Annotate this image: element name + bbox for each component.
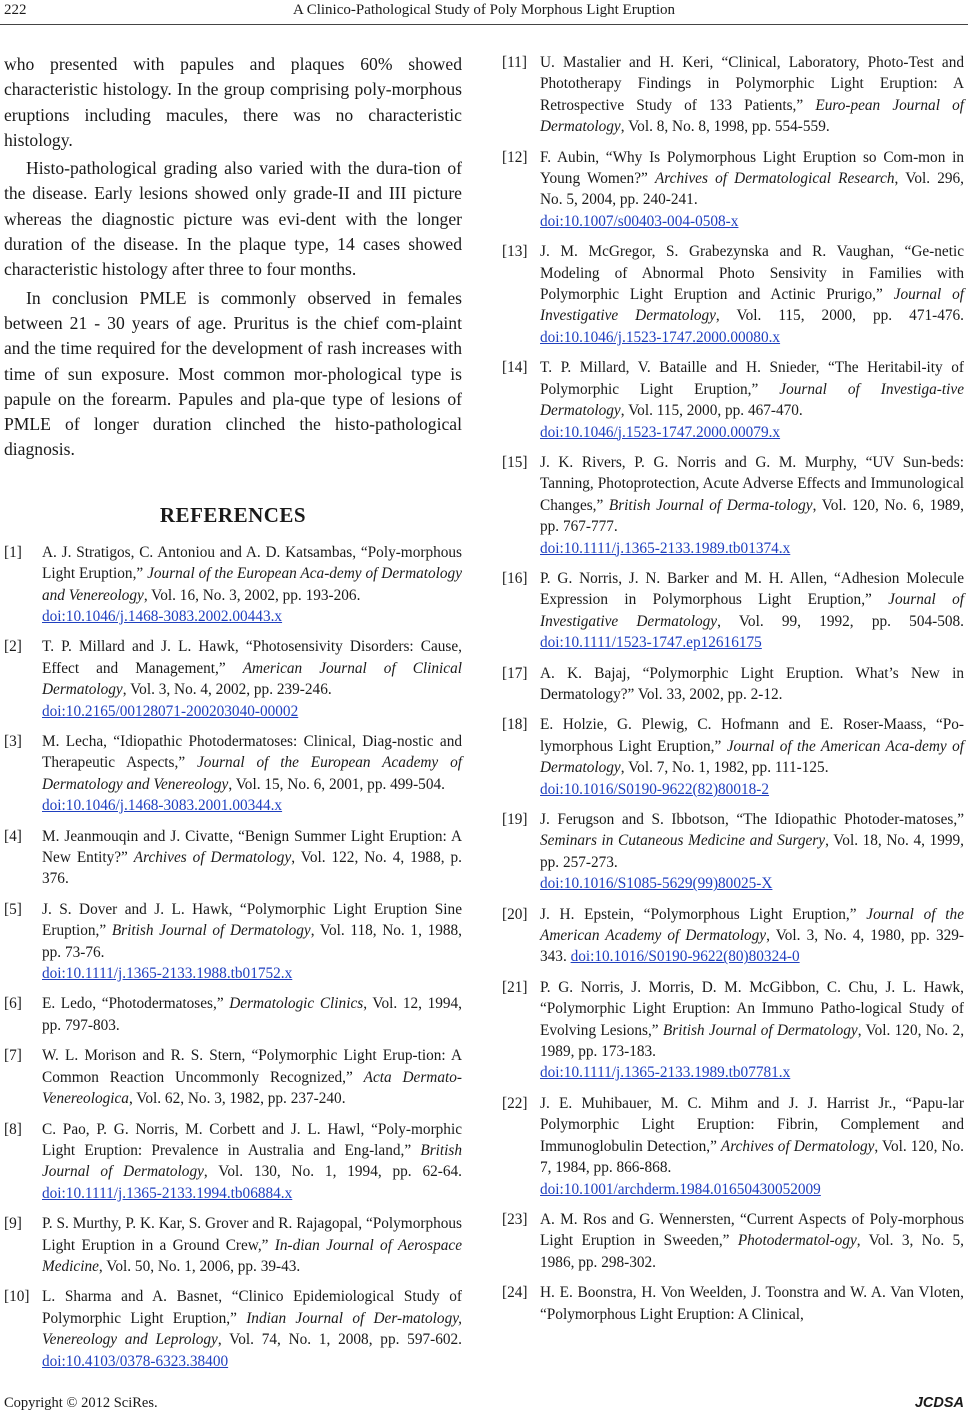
reference-entry: [4, 542, 462, 628]
reference-citation: A. J. Stratigos, C. Antoniou and A. D. Katsambas, “Poly-morphous Light Eruption,”: [42, 543, 462, 583]
doi-link[interactable]: doi:10.1046/j.1523-1747.2000.00080.x: [540, 328, 781, 346]
reference-journal: British Journal of Dermatology: [111, 922, 311, 940]
reference-citation: P. G. Norris, J. N. Barker and M. H. Allen, “Adhesion Molecule Expression in Polymorphous Light Eruption,”: [540, 569, 964, 609]
reference-text: [540, 147, 964, 233]
reference-text: [540, 52, 964, 138]
reference-text: [540, 809, 964, 895]
reference-entry: [502, 809, 964, 895]
reference-entry: [502, 1209, 964, 1273]
reference-details: , Vol. 296, No. 5, 2004, pp. 240-241.: [540, 170, 964, 209]
reference-text: [540, 663, 964, 706]
reference-journal: Photodermatol-ogy: [737, 1232, 857, 1250]
reference-details: , Vol. 99, 1992, pp. 504-508.: [717, 612, 964, 630]
reference-number: [12]: [502, 148, 528, 166]
reference-citation: M. Lecha, “Idiopathic Photodermatoses: Clinical, Diag-nostic and Therapeutic Aspects,”: [42, 733, 462, 772]
reference-entry: [502, 241, 964, 348]
reference-number: [15]: [502, 453, 528, 471]
doi-link[interactable]: doi:10.1046/j.1468-3083.2002.00443.x: [42, 607, 283, 625]
reference-details: , Vol. 8, No. 8, 1998, pp. 554-559.: [620, 118, 830, 136]
reference-text: [540, 1093, 964, 1200]
reference-journal: In-dian Journal of Aerospace Medicine: [42, 1236, 462, 1275]
reference-text: [540, 714, 964, 800]
reference-text: [540, 452, 964, 559]
reference-citation: F. Aubin, “Why Is Polymorphous Light Eruption so Com-mon in Young Women?”: [540, 148, 964, 188]
reference-details: , Vol. 18, No. 4, 1999, pp. 257-273.: [540, 832, 964, 871]
reference-entry: [502, 357, 964, 443]
reference-number: [6]: [4, 995, 22, 1013]
reference-details: , Vol. 3, No. 5, 1986, pp. 298-302.: [540, 1232, 964, 1271]
reference-details: , Vol. 62, No. 3, 1982, pp. 237-240.: [128, 1090, 346, 1108]
reference-number: [22]: [502, 1094, 528, 1112]
reference-citation: E. Ledo, “Photodermatoses,”: [42, 995, 230, 1013]
reference-number: [20]: [502, 905, 528, 923]
reference-details: , Vol. 3, No. 4, 1980, pp. 329-343.: [540, 927, 964, 966]
reference-number: [14]: [502, 359, 528, 377]
reference-entry: [4, 1119, 462, 1205]
reference-text: [540, 568, 964, 654]
reference-text: [42, 636, 462, 722]
body-paragraph: who presented with papules and plaques 60% showed characteristic histology. In the group comprising poly-morphous eruptions including macules, there was no characteristic histology.: [4, 54, 462, 150]
reference-citation: J. K. Rivers, P. G. Norris and G. M. Murphy, “UV Sun-beds: Tanning, Photoprotection, Acute Adverse Effects and Immunological Changes,”: [540, 453, 964, 514]
reference-citation: P. G. Norris, J. Morris, D. M. McGibbon, C. Chu, J. L. Hawk, “Polymorphic Light Eruption: An Immuno Patho-logical Study of Evolving Lesions,”: [540, 978, 964, 1039]
reference-text: [42, 993, 462, 1036]
reference-details: , Vol. 118, No. 1, 1988, pp. 73-76.: [42, 922, 462, 961]
reference-citation: W. L. Morison and R. S. Stern, “Polymorphic Light Erup-tion: A Common Reaction Uncommonly Recognized,”: [42, 1047, 462, 1086]
doi-link[interactable]: doi:10.2165/00128071-200203040-00002: [42, 702, 299, 720]
reference-journal: Dermatologic Clinics: [229, 995, 364, 1013]
reference-journal: Archives of Dermatological Research: [654, 170, 895, 188]
reference-number: [1]: [4, 543, 22, 561]
reference-citation: A. M. Ros and G. Wennersten, “Current Aspects of Poly-morphous Light Eruption in Sweeden,”: [540, 1210, 964, 1250]
reference-entry: [502, 1093, 964, 1200]
doi-link[interactable]: doi:10.1007/s00403-004-0508-x: [540, 212, 739, 230]
reference-citation: J. M. McGregor, S. Grabezynska and R. Vaughan, “Ge-netic Modeling of Abnormal Photo Sensivity in Families with Polymorphic Light Eruption and Actinic Prurigo,”: [540, 243, 964, 304]
reference-citation: J. Ferugson and S. Ibbotson, “The Idiopathic Photoder-matoses,”: [540, 811, 964, 828]
reference-details: , Vol. 16, No. 3, 2002, pp. 193-206.: [143, 586, 361, 604]
reference-details: , Vol. 3, No. 4, 2002, pp. 239-246.: [122, 681, 332, 699]
doi-link[interactable]: doi:10.1016/S1085-5629(99)80025-X: [540, 875, 773, 893]
reference-journal: British Journal of Derma-tology: [608, 496, 813, 514]
reference-details: , Vol. 120, No. 7, 1984, pp. 866-868.: [540, 1137, 965, 1177]
page-footer: [0, 1385, 968, 1411]
references-heading: REFERENCES: [159, 502, 307, 527]
reference-number: [3]: [4, 733, 22, 750]
reference-journal: Journal of the European Aca-demy of Dermatology and Venereology: [42, 565, 462, 604]
reference-entry: [502, 568, 964, 654]
reference-text: [540, 357, 964, 443]
doi-link[interactable]: doi:10.1111/j.1365-2133.1989.tb01374.x: [540, 539, 791, 557]
reference-text: [42, 1286, 462, 1372]
header-rule: [0, 24, 968, 25]
reference-journal: Acta Dermato-Venereologica: [42, 1068, 462, 1108]
reference-number: [9]: [4, 1215, 22, 1233]
reference-number: [19]: [502, 811, 528, 828]
reference-citation: H. E. Boonstra, H. Von Weelden, J. Toonstra and W. A. Van Vloten, “Polymorphous Light Eruption: A Clinical,: [540, 1284, 964, 1323]
reference-citation: M. Jeanmouqin and J. Civatte, “Benign Summer Light Eruption: A New Entity?”: [42, 827, 462, 867]
copyright-notice: Copyright © 2012 SciRes.: [4, 1395, 158, 1411]
reference-citation: T. P. Millard and J. L. Hawk, “Photosensivity Disorders: Cause, Effect and Management,”: [42, 638, 462, 677]
doi-link[interactable]: doi:10.4103/0378-6323.38400: [42, 1352, 229, 1370]
reference-text: [42, 542, 462, 628]
reference-citation: T. P. Millard, V. Bataille and H. Snieder, “The Heritabil-ity of Polymorphic Light Eruption,”: [540, 359, 964, 398]
reference-details: , Vol. 120, No. 6, 1989, pp. 767-777.: [540, 496, 964, 536]
reference-journal: British Journal of Dermatology: [662, 1021, 858, 1039]
doi-link[interactable]: doi:10.1046/j.1523-1747.2000.00079.x: [540, 423, 781, 441]
reference-details: , Vol. 115, 2000, pp. 467-470.: [620, 402, 803, 420]
reference-journal: British Journal of Dermatology: [42, 1141, 462, 1181]
reference-entry: [4, 826, 462, 890]
reference-number: [17]: [502, 664, 528, 682]
reference-journal: Journal of the American Academy of Dermatology: [540, 905, 964, 945]
reference-number: [21]: [502, 978, 528, 996]
reference-entry: [502, 977, 964, 1084]
reference-number: [18]: [502, 716, 528, 734]
reference-number: [24]: [502, 1284, 528, 1302]
right-column: [502, 52, 964, 1325]
doi-link[interactable]: doi:10.1111/j.1365-2133.1988.tb01752.x: [42, 965, 293, 983]
reference-citation: P. S. Murthy, P. K. Kar, S. Grover and R. Rajagopal, “Polymorphous Light Eruption in a Ground Crew,”: [42, 1215, 462, 1254]
doi-link[interactable]: doi:10.1016/S0190-9622(82)80018-2: [540, 780, 770, 798]
doi-link[interactable]: doi:10.1111/1523-1747.ep12616175: [540, 634, 762, 652]
reference-journal: Journal of the American Aca-demy of Dermatology: [540, 737, 964, 777]
reference-entry: [4, 636, 462, 722]
reference-journal: Indian Journal of Der-matology, Venereology and Leprology: [42, 1309, 462, 1349]
reference-journal: Journal of Investiga-tive Dermatology: [540, 380, 964, 420]
reference-text: [42, 731, 462, 817]
reference-list-left: [4, 542, 462, 1372]
reference-citation: C. Pao, P. G. Norris, M. Corbett and J. L. Hawl, “Poly-morphic Light Eruption: Prevalence in Australia and Eng-land,”: [42, 1120, 462, 1159]
reference-entry: [4, 731, 462, 817]
reference-number: [8]: [4, 1120, 22, 1138]
reference-citation: J. E. Muhibauer, M. C. Mihm and J. J. Harrist Jr., “Papu-lar Polymorphic Light Eruption: Fibrin, Complement and Immunoglobulin Detection,”: [540, 1094, 964, 1155]
reference-number: [11]: [502, 54, 527, 71]
reference-journal: Euro-pean Journal of Dermatology: [540, 96, 964, 136]
reference-citation: J. S. Dover and J. L. Hawk, “Polymorphic Light Eruption Sine Eruption,”: [42, 900, 462, 940]
reference-journal: Archives of Dermatology: [133, 849, 292, 867]
reference-text: [42, 826, 462, 890]
reference-entry: [4, 993, 462, 1036]
reference-entry: [502, 1282, 964, 1325]
reference-journal: Seminars in Cutaneous Medicine and Surgery: [540, 832, 826, 850]
doi-link[interactable]: doi:10.1046/j.1468-3083.2001.00344.x: [42, 797, 283, 815]
reference-entry: [4, 1213, 462, 1277]
reference-details: , Vol. 12, 1994, pp. 797-803.: [42, 995, 462, 1034]
reference-details: , Vol. 120, No. 2, 1989, pp. 173-183.: [540, 1021, 965, 1061]
reference-entry: [502, 714, 964, 800]
reference-journal: Archives of Dermatology: [720, 1137, 875, 1155]
reference-entry: [4, 1286, 462, 1372]
reference-text: [540, 904, 964, 968]
reference-details: , Vol. 122, No. 4, 1988, p. 376.: [42, 849, 462, 888]
reference-entry: [502, 663, 964, 706]
reference-number: [4]: [4, 827, 22, 845]
reference-details: , Vol. 74, No. 1, 2008, pp. 597-602.: [217, 1331, 462, 1349]
left-column: [4, 52, 462, 1372]
reference-number: [23]: [502, 1210, 528, 1228]
reference-number: [2]: [4, 638, 22, 656]
doi-link[interactable]: doi:10.1111/j.1365-2133.1989.tb07781.x: [540, 1064, 791, 1082]
reference-journal: Journal of Investigative Dermatology: [540, 286, 965, 325]
reference-entry: [502, 904, 964, 968]
reference-entry: [502, 452, 964, 559]
doi-link[interactable]: doi:10.1016/S0190-9622(80)80324-0: [570, 948, 800, 966]
reference-details: , Vol. 15, No. 6, 2001, pp. 499-504.: [228, 775, 445, 793]
reference-text: [540, 977, 964, 1084]
reference-number: [10]: [4, 1288, 30, 1306]
reference-number: [13]: [502, 243, 528, 261]
reference-number: [7]: [4, 1047, 22, 1065]
reference-details: , Vol. 115, 2000, pp. 471-476.: [715, 307, 964, 325]
page-header: [0, 0, 968, 28]
reference-citation: A. K. Bajaj, “Polymorphic Light Eruption. What’s New in Dermatology?” Vol. 33, 2002, pp. 2-12.: [540, 664, 964, 703]
doi-link[interactable]: doi:10.1001/archderm.1984.01650430052009: [540, 1180, 821, 1198]
reference-entry: [502, 52, 964, 138]
reference-journal: Journal of Investigative Dermatology: [540, 591, 964, 630]
reference-entry: [4, 1045, 462, 1109]
reference-text: [540, 1209, 964, 1273]
doi-link[interactable]: doi:10.1111/j.1365-2133.1994.tb06884.x: [42, 1184, 293, 1202]
body-paragraph: In conclusion PMLE is commonly observed in females between 21 - 30 years of age. Pruritus is the chief com-plaint and the time required for the development of rash increases with time of sun exposure. Most common mor-phological type is papule on the forearm. Papules and pla-que type of lesions of PMLE of longer duration clinched the histo-pathological diagnosis.: [4, 287, 462, 460]
reference-text: [540, 1282, 964, 1325]
reference-number: [16]: [502, 569, 528, 587]
reference-list-right: [502, 52, 964, 1325]
reference-citation: E. Holzie, G. Plewig, C. Hofmann and E. Roser-Maass, “Po-lymorphous Light Eruption,”: [540, 716, 964, 755]
reference-entry: [502, 147, 964, 233]
reference-journal: Journal of the European Academy of Dermatology and Venereology: [42, 754, 463, 793]
page-number: 222: [4, 2, 27, 18]
reference-citation: L. Sharma and A. Basnet, “Clinico Epidemiological Study of Polymorphic Light Eruption,”: [42, 1288, 462, 1327]
reference-text: [42, 1119, 462, 1205]
reference-journal: American Journal of Clinical Dermatology: [42, 659, 462, 699]
reference-details: , Vol. 7, No. 1, 1982, pp. 111-125.: [620, 759, 829, 777]
journal-abbreviation: JCDSA: [914, 1395, 964, 1411]
reference-text: [42, 899, 462, 985]
reference-number: [5]: [4, 900, 22, 918]
reference-citation: U. Mastalier and H. Keri, “Clinical, Laboratory, Photo-Test and Phototherapy Findings in Polymorphic Light Eruption: A Retrospective Study of 133 Patients,”: [540, 54, 964, 114]
reference-text: [42, 1045, 462, 1109]
reference-citation: J. H. Epstein, “Polymorphous Light Eruption,”: [540, 905, 867, 923]
reference-text: [42, 1213, 462, 1277]
body-paragraph: Histo-pathological grading also varied with the dura-tion of the disease. Early lesions showed only grade-II and III picture whereas the diagnostic picture was evi-dent with the longer duration of the disease. In the plaque type, 14 cases showed characteristic histology after three to four months.: [4, 158, 462, 280]
running-title: A Clinico-Pathological Study of Poly Morphous Light Eruption: [292, 2, 676, 18]
reference-text: [540, 241, 964, 348]
reference-details: , Vol. 130, No. 1, 1994, pp. 62-64.: [203, 1163, 462, 1181]
reference-details: , Vol. 50, No. 1, 2006, pp. 39-43.: [98, 1257, 301, 1275]
reference-entry: [4, 899, 462, 985]
